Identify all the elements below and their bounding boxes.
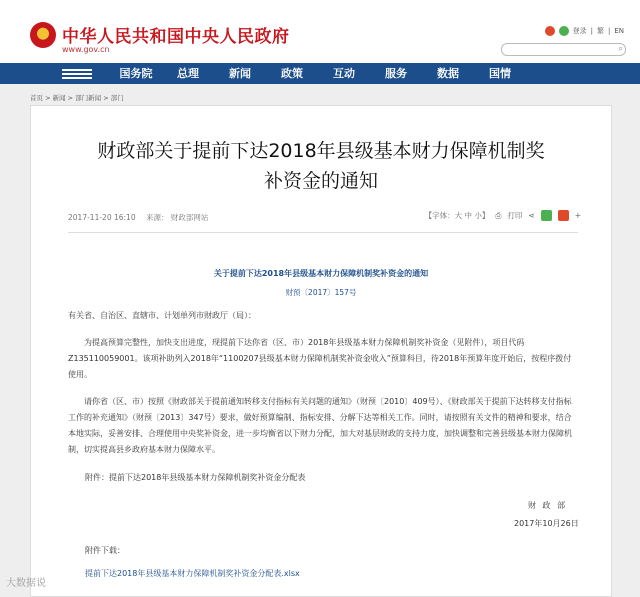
paragraph-2: 请你省（区、市）按照《财政部关于提前通知转移支付指标有关问题的通知》（财预〔2010〕409号）、《财政部关于提前下达转移支付指标工作的补充通知》（财预〔2013〕347号）要求，做好预算编制、指标安排、分解下达等相关工作。同时，请按照有关文件的精神和要求，结合本地实际，妥善安排、合理使用中央奖补资金，进一步均衡省以下财力分配，加大对基层财政的支持力度，加快调整和完善县级基本财力保障机制，切实提高县乡政府基本财力保障水平。 (68, 397, 572, 454)
nav-item-state-council[interactable]: 国务院 (119, 67, 153, 80)
top-links: 登录 | 繁 | EN (545, 26, 624, 36)
print-link[interactable]: 打印 (507, 211, 523, 220)
search-icon[interactable]: ⌕ (618, 44, 623, 53)
signer: 财 政 部 (528, 501, 568, 510)
english-link[interactable]: EN (614, 27, 624, 35)
article-meta (68, 212, 216, 223)
source: 来源： 财政部网站 (145, 213, 209, 222)
document-title: 关于提前下达2018年县级基本财力保障机制奖补资金的通知 (213, 269, 429, 278)
recipients: 有关省、自治区、直辖市、计划单列市财政厅（局）： (68, 311, 256, 320)
nav-item-data[interactable]: 数据 (437, 67, 459, 80)
watermark: 大数据说 (6, 578, 46, 589)
article-tools (425, 210, 581, 221)
article-panel (30, 105, 612, 597)
sign-date: 2017年10月26日 (514, 519, 579, 528)
nav-item-premier[interactable]: 总理 (177, 67, 199, 80)
site-url: www.gov.cn (62, 45, 110, 54)
nav-item-interaction[interactable]: 互动 (333, 67, 355, 80)
main-nav (0, 63, 640, 84)
publish-date: 2017-11-20 16:10 (68, 213, 136, 222)
font-size-control[interactable]: 【字体：大 中 小】 (424, 211, 490, 220)
wechat-icon[interactable] (559, 26, 569, 36)
article-title: 财政部关于提前下达2018年县级基本财力保障机制奖 补资金的通知 (97, 140, 545, 192)
search-input[interactable] (501, 43, 626, 56)
nav-item-services[interactable]: 服务 (385, 67, 407, 80)
attachment-line: 附件：提前下达2018年县级基本财力保障机制奖补资金分配表 (85, 473, 306, 482)
wechat-share-icon[interactable] (541, 210, 552, 221)
share-icon[interactable]: ⋖ (528, 211, 535, 220)
more-share-icon[interactable]: + (574, 211, 581, 220)
print-icon[interactable]: ⎙ (495, 210, 502, 220)
attachments-header: 附件下载： (85, 546, 125, 555)
weibo-share-icon[interactable] (558, 210, 569, 221)
paragraph-1: 为提高预算完整性，加快支出进度，现提前下达你省（区、市）2018年县级基本财力保障机制奖补资金（见附件），项目代码Z135110059001。该项补助列入2018年“1100207县级基本财力保障机制奖补资金收入”预算科目，待2018年预算年度开始后，按程序拨付使用。 (68, 338, 572, 379)
site-title[interactable]: 中华人民共和国中央人民政府 (62, 27, 290, 47)
traditional-link[interactable]: 繁 (596, 27, 604, 35)
nav-item-policy[interactable]: 政策 (281, 67, 303, 80)
document-number: 财预〔2017〕157号 (285, 288, 357, 297)
login-link[interactable]: 登录 (572, 27, 587, 35)
site-header (0, 0, 640, 63)
weibo-icon[interactable] (545, 26, 555, 36)
home-icon[interactable] (62, 67, 92, 80)
nav-item-news[interactable]: 新闻 (229, 67, 251, 80)
divider (68, 232, 578, 233)
nav-item-national-conditions[interactable]: 国情 (489, 67, 511, 80)
attachment-download-link[interactable]: 提前下达2018年县级基本财力保障机制奖补资金分配表.xlsx (85, 569, 300, 578)
breadcrumb[interactable]: 首页 > 新闻 > 部门新闻 > 部门 (30, 94, 124, 102)
national-emblem-icon (30, 22, 56, 48)
